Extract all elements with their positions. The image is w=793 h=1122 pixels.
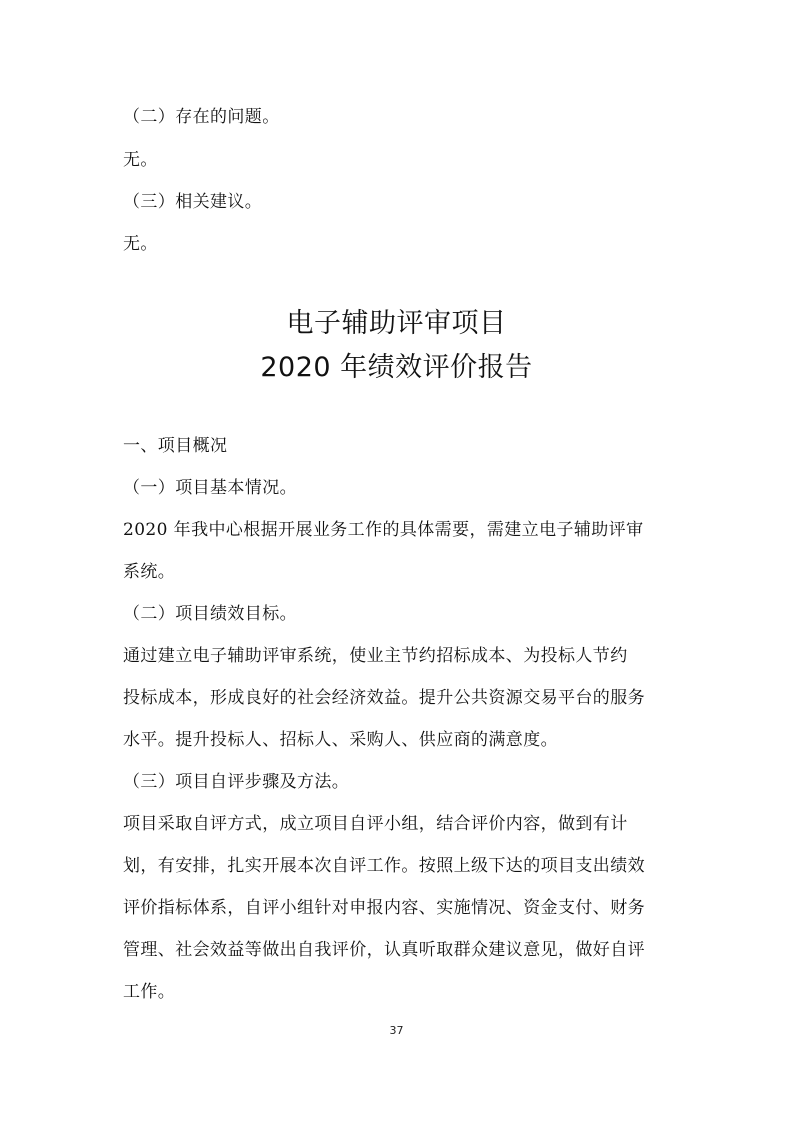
suggestions-text: 无。 <box>123 234 158 254</box>
goals-text-line-3: 水平。提升投标人、招标人、采购人、供应商的满意度。 <box>123 730 558 750</box>
heading-project-overview: 一、项目概况 <box>123 436 228 456</box>
problems-text: 无。 <box>123 150 158 170</box>
method-text-line-2: 划，有安排，扎实开展本次自评工作。按照上级下达的项目支出绩效 <box>123 856 645 876</box>
page-number: 37 <box>389 1024 404 1037</box>
report-title-line-1: 电子辅助评审项目 <box>286 308 507 339</box>
basic-info-text-line-1: 2020 年我中心根据开展业务工作的具体需要，需建立电子辅助评审 <box>123 520 644 540</box>
heading-performance-goals: （二）项目绩效目标。 <box>123 604 297 624</box>
method-text-line-1: 项目采取自评方式，成立项目自评小组，结合评价内容，做到有计 <box>123 814 628 834</box>
method-text-line-5: 工作。 <box>123 982 176 1002</box>
goals-text-line-1: 通过建立电子辅助评审系统，使业主节约招标成本、为投标人节约 <box>123 646 628 666</box>
heading-basic-info: （一）项目基本情况。 <box>123 478 297 498</box>
method-text-line-3: 评价指标体系，自评小组针对申报内容、实施情况、资金支付、财务 <box>123 898 645 918</box>
report-title-line-2: 2020 年绩效评价报告 <box>260 352 533 383</box>
basic-info-text-line-2: 系统。 <box>123 562 176 582</box>
heading-related-suggestions: （三）相关建议。 <box>123 192 263 212</box>
goals-text-line-2: 投标成本，形成良好的社会经济效益。提升公共资源交易平台的服务 <box>123 688 645 708</box>
heading-self-evaluation-method: （三）项目自评步骤及方法。 <box>123 772 350 792</box>
method-text-line-4: 管理、社会效益等做出自我评价，认真听取群众建议意见，做好自评 <box>123 940 645 960</box>
heading-existing-problems: （二）存在的问题。 <box>123 107 280 127</box>
